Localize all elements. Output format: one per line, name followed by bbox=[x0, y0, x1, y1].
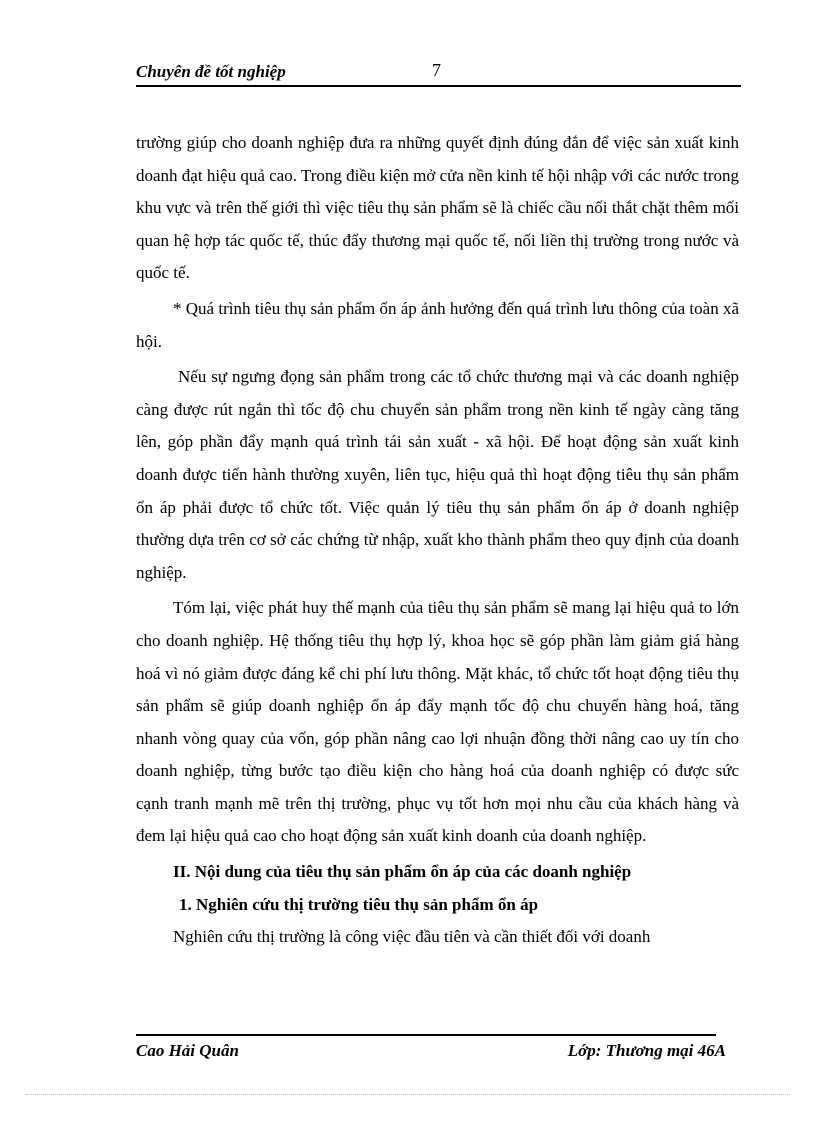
header-title: Chuyên đề tốt nghiệp bbox=[136, 62, 286, 81]
text-line: cao lợi nhuận đồng thời nâng cao uy tín cho doanh nghiệp, từng bước tạo điều bbox=[136, 728, 740, 781]
text-line: tổ chức tốt hoạt động tiêu thụ sản phẩm sẽ giúp doanh nghiệp ổn áp đẩy mạnh bbox=[136, 663, 740, 716]
page-footer bbox=[136, 1041, 736, 1065]
text-line: nhập với các nước trong khu vực và trên thế giới thì việc tiêu thụ sản phẩm sẽ bbox=[136, 165, 740, 218]
page-boundary bbox=[26, 1094, 790, 1095]
text-line: của toàn xã hội. bbox=[136, 298, 740, 351]
paragraph-5: Nghiên cứu thị trường là công việc đầu tiên và cần thiết đối với doanh bbox=[173, 927, 651, 947]
text-line: mại quốc tế, nối liền thị trường trong nước và quốc tế. bbox=[136, 230, 739, 283]
paragraph-4 bbox=[136, 592, 739, 853]
text-line: làm giảm giá hàng hoá vì nó giảm được đáng kể chi phí lưu thông. Mặt khác, bbox=[136, 630, 739, 683]
paragraph-2 bbox=[136, 293, 739, 358]
footer-author: Cao Hải Quân bbox=[136, 1041, 239, 1060]
text-line: nhập, xuất kho thành phẩm theo quy định của doanh nghiệp. bbox=[136, 530, 740, 582]
text-line: * Quá trình tiêu thụ sản phẩm ổn áp ảnh hưởng đến quá trình lưu thông bbox=[173, 298, 658, 318]
text-line: Tóm lại, việc phát huy thế mạnh của tiêu thụ sản phẩm sẽ mang lại hiệu bbox=[173, 598, 666, 618]
text-line: trường giúp cho doanh nghiệp đưa ra những quyết định đúng đắn để việc sản bbox=[136, 133, 670, 152]
text-line: tốc độ chu chuyển hàng hoá, tăng nhanh vòng quay của vốn, góp phần nâng bbox=[136, 696, 739, 748]
text-line: Nếu sự ngưng đọng sản phẩm trong các tổ chức thương mại và các bbox=[178, 367, 642, 387]
page-header bbox=[136, 60, 740, 84]
text-line: kinh tế ngày càng tăng lên, góp phần đẩy mạnh quá trình tái sản xuất - xã hội. bbox=[136, 399, 740, 452]
text-line: Để hoạt động sản xuất kinh doanh được tiến hành thường xuyên, liên tục, hiệu bbox=[136, 432, 740, 484]
text-line: doanh nghiệp càng được rút ngắn thì tốc độ chu chuyển sản phẩm trong nền bbox=[136, 367, 739, 419]
paragraph-1 bbox=[136, 127, 739, 290]
header-divider bbox=[136, 85, 741, 87]
subsection-heading: 1. Nghiên cứu thị trường tiêu thụ sản phẩm ổn áp bbox=[179, 894, 539, 914]
page-number: 7 bbox=[432, 60, 441, 80]
footer-divider bbox=[136, 1034, 716, 1036]
section-heading: II. Nội dung của tiêu thụ sản phẩm ổn áp của các doanh nghiệp bbox=[173, 862, 632, 882]
text-line: tiêu thụ sản phẩm ổn áp ở doanh nghiệp thường dựa trên cơ sở các chứng từ bbox=[136, 497, 739, 550]
text-line: quả thì hoạt động tiêu thụ sản phẩm ổn áp phải được tổ chức tốt. Việc quản lý bbox=[136, 464, 739, 517]
text-line: cho hoạt động sản xuất kinh doanh của doanh nghiệp. bbox=[280, 826, 647, 846]
text-line: trường, phục vụ tốt hơn mọi nhu cầu của khách hàng và đem lại hiệu quả cao bbox=[136, 793, 740, 846]
text-line: xuất kinh doanh đạt hiệu quả cao. Trong điều kiện mở cửa nền kinh tế hội bbox=[136, 133, 739, 185]
document-body bbox=[136, 127, 739, 954]
footer-class: Lớp: Thương mại 46A bbox=[567, 1041, 726, 1060]
text-line: kiện cho hàng hoá của doanh nghiệp có được sức cạnh tranh mạnh mẽ trên thị bbox=[136, 761, 740, 813]
text-line: là chiếc cầu nối thắt chặt thêm mối quan hệ hợp tác quốc tế, thúc đẩy thương bbox=[136, 198, 740, 250]
paragraph-3 bbox=[136, 361, 739, 589]
text-line: quả to lớn cho doanh nghiệp. Hệ thống tiêu thụ hợp lý, khoa học sẽ góp phần bbox=[136, 598, 740, 650]
